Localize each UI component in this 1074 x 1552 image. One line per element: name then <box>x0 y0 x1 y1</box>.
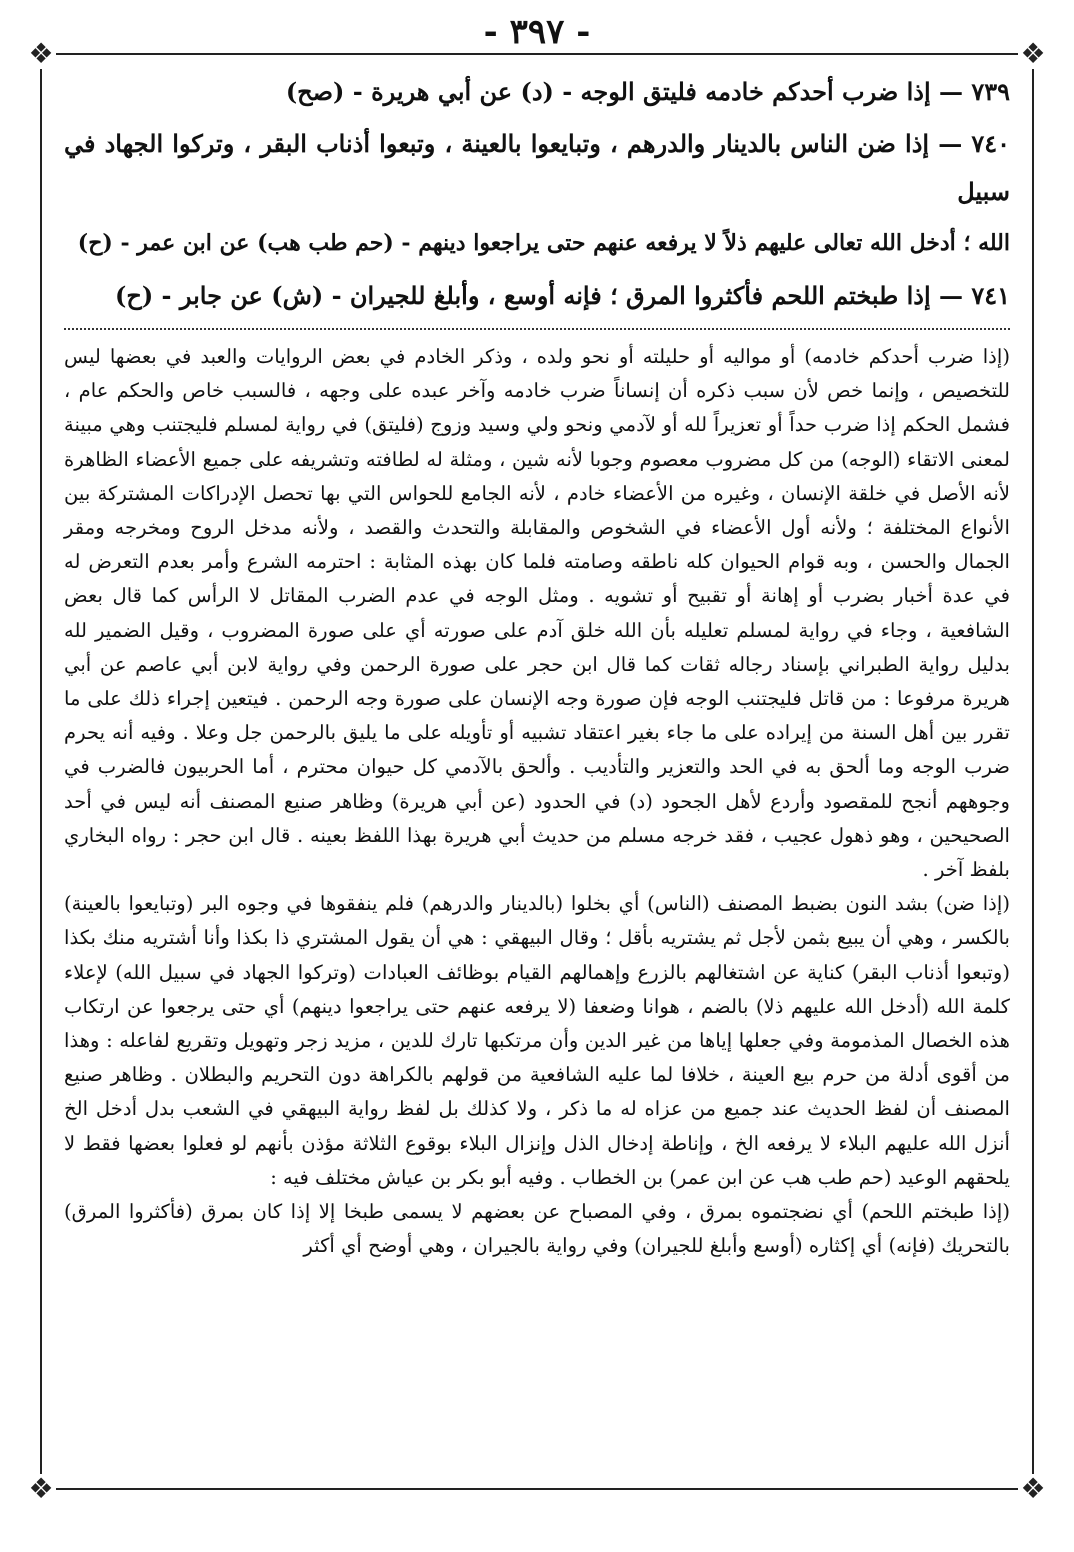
hadith-740: ٧٤٠ — إذا ضن الناس بالدينار والدرهم ، وتبايعوا بالعينة ، وتبعوا أذناب البقر ، وتركوا الجهاد في سبيل <box>64 129 1010 206</box>
corner-ornament-icon: ❖ <box>1018 1474 1048 1504</box>
commentary-paragraph-741: (إذا طبختم اللحم) أي نضجتموه بمرق ، وفي المصباح عن بعضهم لا يسمى طبخا إلا إذا كان بمرق (فأكثروا المرق) بالتحريك (فإنه) أي إكثاره (أوسع وأبلغ للجيران) وفي رواية بالجيران ، وهي أوضح أي أكثر <box>64 1200 1010 1258</box>
page-number: - ٣٩٧ - <box>483 12 591 52</box>
hadith-739: ٧٣٩ — إذا ضرب أحدكم خادمه فليتق الوجه - (د) عن أبي هريرة - (صح) <box>285 77 1010 106</box>
page-body <box>64 68 1010 1263</box>
frame-left-rule <box>40 53 42 1490</box>
frame-top-rule <box>40 53 1034 55</box>
hadith-741: ٧٤١ — إذا طبختم اللحم فأكثروا المرق ؛ فإنه أوسع ، وأبلغ للجيران - (ش) عن جابر - (ح) <box>114 281 1010 310</box>
frame-right-rule <box>1032 53 1034 1490</box>
corner-ornament-icon: ❖ <box>26 39 56 69</box>
corner-ornament-icon: ❖ <box>26 1474 56 1504</box>
commentary-paragraph-739: (إذا ضرب أحدكم خادمه) أو مواليه أو حليلته أو نحو ولده ، وذكر الخادم في بعض الروايات والعبد في بعضها ليس للتخصيص ، وإنما خص لأن سبب ذكره أن إنساناً ضرب خادمه وآخر عبده على وجهه ، فالسبب خاص والحكم عام ، فشمل الحكم إذا ضرب حداً أو تعزيراً لله أو لآدمي ونحو ولي وسيد وزوج (فليتق) في رواية لمسلم فليجتنب وهي مبينة لمعنى الاتقاء (الوجه) من كل مضروب معصوم وجوبا لأنه شين ، ومثلة له لطافته وتشريفه على جميع الأعضاء الظاهرة لأنه الأصل في خلقة الإنسان ، وغيره من الأعضاء خادم ، لأنه الجامع للحواس التي بها تحصل الإدراكات المشتركة بين الأنواع المختلفة ؛ ولأنه أول الأعضاء في الشخوص والمقابلة والتحدث والقصد ، ولأنه مدخل الروح ومخرجه ومقر الجمال والحسن ، وبه قوام الحيوان كله ناطقه وصامته فلما كان بهذه المثابة : احترمه الشرع وأمر بعدم التعرض له في عدة أخبار بضرب أو إهانة أو تقبيح أو تشويه . ومثل الوجه في عدم الضرب المقاتل لا الرأس كما قال بعض الشافعية ، وجاء في رواية لمسلم تعليله بأن الله خلق آدم على صورته أي على صورة المضروب ، وقيل الضمير لله بدليل رواية الطبراني بإسناد رجاله ثقات كما قال ابن حجر على صورة الرحمن وفي رواية لابن أبي عاصم عن أبي هريرة مرفوعا : من قاتل فليجتنب الوجه فإن صورة وجه الإنسان على صورة وجه الرحمن . فيتعين إجراء ذلك على ما تقرر بين أهل السنة من إيراده على ما جاء بغير اعتقاد تشبيه أو تأويله على ما يليق بالرحمن جل وعلا . وفيه أنه يحرم ضرب الوجه وما ألحق به في الحد والتعزير والتأديب . وألحق بالآدمي كل حيوان محترم ، أما الحربيون فالضرب في وجوههم أنجح للمقصود وأردع لأهل الجحود (د) في الحدود (عن أبي هريرة) وظاهر صنيع المصنف أنه ليس في أحد الصحيحين ، وهو ذهول عجيب ، فقد خرجه مسلم من حديث أبي هريرة بهذا اللفظ بعينه . قال ابن حجر : رواه البخاري بلفظ آخر . <box>64 345 1010 882</box>
hadith-740-continuation: الله ؛ أدخل الله تعالى عليهم ذلاً لا يرفعه عنهم حتى يراجعوا دينهم - (حم طب هب) عن ابن عمر - (ح) <box>77 230 1010 256</box>
section-divider <box>64 328 1010 330</box>
frame-bottom-rule <box>40 1488 1034 1490</box>
commentary-paragraph-740: (إذا ضن) بشد النون بضبط المصنف (الناس) أي بخلوا (بالدينار والدرهم) فلم ينفقوها في وجوه البر (وتبايعوا بالعينة) بالكسر ، وهي أن يبيع بثمن لأجل ثم يشتريه بأقل ؛ وقال البيهقي : هي أن يقول المشتري ذا بكذا وأنا أشتريه منك بكذا (وتبعوا أذناب البقر) كناية عن اشتغالهم بالزرع وإهمالهم القيام بوظائف العبادات (وتركوا الجهاد في سبيل الله) لإعلاء كلمة الله (أدخل الله عليهم ذلا) بالضم ، هوانا وضعفا (لا يرفعه عنهم حتى يراجعوا دينهم) أي حتى يرجعوا عن ارتكاب هذه الخصال المذمومة وفي جعلها إياها من غير الدين وأن مرتكبها تارك للدين ، مزيد زجر وتهويل وتقريع لفاعله : وهذا من أقوى أدلة من حرم بيع العينة ، خلافا لما عليه الشافعية من قولهم بالكراهة دون التحريم والبطلان . وظاهر صنيع المصنف أن لفظ الحديث عند جميع من عزاه له ما ذكر ، ولا كذلك بل لفظ رواية البيهقي في الشعب بدل أدخل الخ أنزل الله عليهم البلاء لا يرفعه الخ ، وإناطة إدخال الذل وإنزال البلاء بوقوع الثلاثة مؤذن بأنهم لو فعلوا بعضها فقط لا يلحقهم الوعيد (حم طب هب عن ابن عمر) بن الخطاب . وفيه أبو بكر بن عياش مختلف فيه : <box>64 892 1010 1189</box>
corner-ornament-icon: ❖ <box>1018 39 1048 69</box>
